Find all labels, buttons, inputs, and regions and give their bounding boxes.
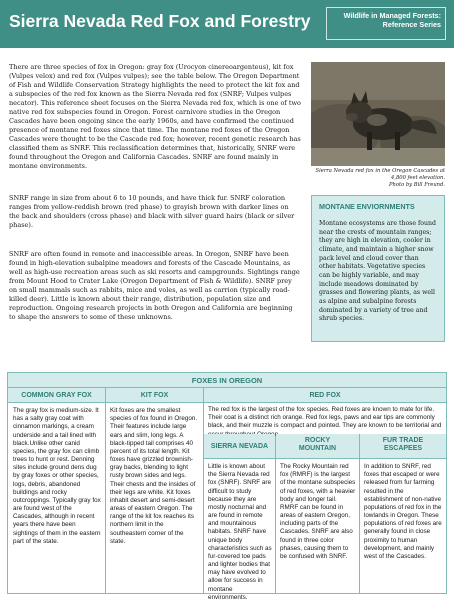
fox-photo (311, 62, 445, 166)
rocky-mountain-heading-line2: MOUNTAIN (298, 445, 337, 453)
rocky-mountain-text: The Rocky Mountain red fox (RMRF) is the largest of the montane subspecies of red foxes, with a heavier body and longer tail. RMRF can be found in areas of eastern Oregon, including parts of the Cascades. SNRF are also found in three color phases, causing them to be confused with SNRF. (280, 463, 356, 560)
red-fox-text: The red fox is the largest of the fox species. Red foxes are known to mate for life. Their coat is a distinct rich orange. Red fox legs, paws and ear tips are commonly black, and their muzzle is compact and pointed. They are known to be territorial and (208, 406, 443, 443)
photo-caption (311, 168, 445, 189)
kit-fox-text: Kit foxes are the smallest species of fox found in Oregon. Their features include large ears and slim, long legs. A black-tipped tail comprises 40 percent of its total length. Kit foxes have grizzled brownish-gray backs, blending to light rusty brown sides and legs. Their chests and the insides of their legs are white. Kit foxes inhabit desert and semi-desert areas of eastern Oregon. The range of the kit fox reaches its northern limit in the southeastern corner of the state. (110, 407, 198, 545)
fur-trade-escapees-heading-line1: FUR TRADE (382, 437, 424, 444)
rocky-mountain-heading-line1: ROCKY (304, 437, 331, 444)
fur-trade-escapees-heading-line2: ESCAPEES (383, 445, 423, 453)
photo-credit: Photo by Bill Freund. (389, 182, 445, 189)
header-banner (0, 0, 454, 48)
gray-fox-text: The gray fox is medium-size. It has a salty gray coat with cinnamon markings, a cream underside and a tail lined with black.Unlike other canid species, the gray fox can climb trees to hunt or rest. Denning sites include ground dens dug by gray foxes or other species, logs, debris, abandoned buildings and rocky outcroppings. Typically gray fox are found west of the Cascades, although in recent years there have been sightings of them in the eastern part of the state. (13, 407, 101, 545)
montane-sidebar (311, 195, 445, 342)
gray-fox-heading: COMMON GRAY FOX (8, 388, 105, 403)
column-divider (203, 388, 204, 593)
series-label-line1: Wildlife in Managed Forests: (343, 11, 441, 20)
fox-photo-illustration (311, 62, 445, 166)
rocky-mountain-heading (276, 434, 359, 459)
fur-trade-escapees-heading (360, 434, 446, 459)
column-divider (105, 388, 106, 593)
red-fox-heading: RED FOX (204, 388, 446, 403)
foxes-table (7, 372, 447, 600)
foxes-table-title: FOXES IN OREGON (8, 373, 446, 388)
size-paragraph: SNRF range in size from about 6 to 10 pounds, and have thick fur. SNRF coloration ranges from yellow-reddish brown (red phase) to grayish brown with darker lines on the back and shoulders (cross phase) and black with silver guard hairs (black or silver phase). (9, 194, 295, 229)
series-label-line2: Reference Series (382, 20, 441, 29)
kit-fox-heading: KIT FOX (106, 388, 203, 403)
sierra-nevada-heading: SIERRA NEVADA (204, 434, 275, 459)
photo-caption-line1: Sierra Nevada red fox in the Oregon Cascades at 4,800 feet elevation. (315, 168, 445, 182)
fur-trade-escapees-text: In addition to SNRF, red foxes that escaped or were released from fur farming resulted in the establishment of non-native populations of red fox in the lowlands in Oregon. These populations of red foxes are generally found in close proximity to human development, and mainly west of the Cascades. (364, 463, 442, 560)
series-label-box (326, 7, 446, 40)
sierra-nevada-text: Little is known about the Sierra Nevada red fox (SNRF). SNRF are difficult to study because they are mostly nocturnal and are found in remote and mountainous habitats. SNRF have unique body characteristics such as fur-covered toe pads and lighter bodies that may have evolved to allow for success in montane environments. (208, 463, 272, 600)
montane-title: MONTANE ENVIORNMENTS (319, 202, 415, 211)
intro-paragraph: There are three species of fox in Oregon: gray fox (Urocyon cinereoargenteus), kit fox (Vulpes velox) and red fox (Vulpes vulpes); see the table below. The Oregon Department of Fish and Wildlife Conservation Strategy highlights the need to protect the kit fox and a subspecies of the red fox known as the Sierra Nevada red fox (SNRF; Vulpes vulpes necator). This reference sheet focuses on the Sierra Nevada red fox, which is one of two native red fox subspecies found in Oregon. Forest carnivore studies in the Oregon Cascades have been ongoing since the early 1960s, and have confirmed the continued presence of montane red foxes since that time. The montane red foxes of the Oregon Cascades were thought to be the Cascade red fox; however, recent genetic research has classified them as SNRF. This reclassification determines that, historically, SNRF were found throughout the Oregon and California Cascades. SNRF are found mainly in montane environments. (9, 63, 301, 170)
range-paragraph: SNRF are often found in remote and inaccessible areas. In Oregon, SNRF have been found in high-elevation subalpine meadows and forests of the Cascade Mountains, as well as high-use recreation areas such as ski resorts and campgrounds. Sightings range from Mount Hood to Crater Lake (Oregon Department of Fish & Wildlife). SNRF prey on small mammals such as rabbits, mice and voles, as well as carrion (typically road-killed deer). Little is known about their range, distribution, population size and reproduction. Ongoing research projects in both Oregon and California are beginning to shape the answers to some of these unknowns. (9, 250, 300, 321)
montane-body: Montane ecosystems are those found near the crests of mountain ranges; they are high in elevation, cooler in climate, and maintain a higher snow pack level and cloud cover than other habitats. Vegetative species can be highly variable, and may include meadows dominated by grasses and flowering plants, as well as alpine and subalpine forests dominated by a variety of tree and shrub species. (319, 220, 436, 323)
page-title: Sierra Nevada Red Fox and Forestry (9, 11, 311, 31)
